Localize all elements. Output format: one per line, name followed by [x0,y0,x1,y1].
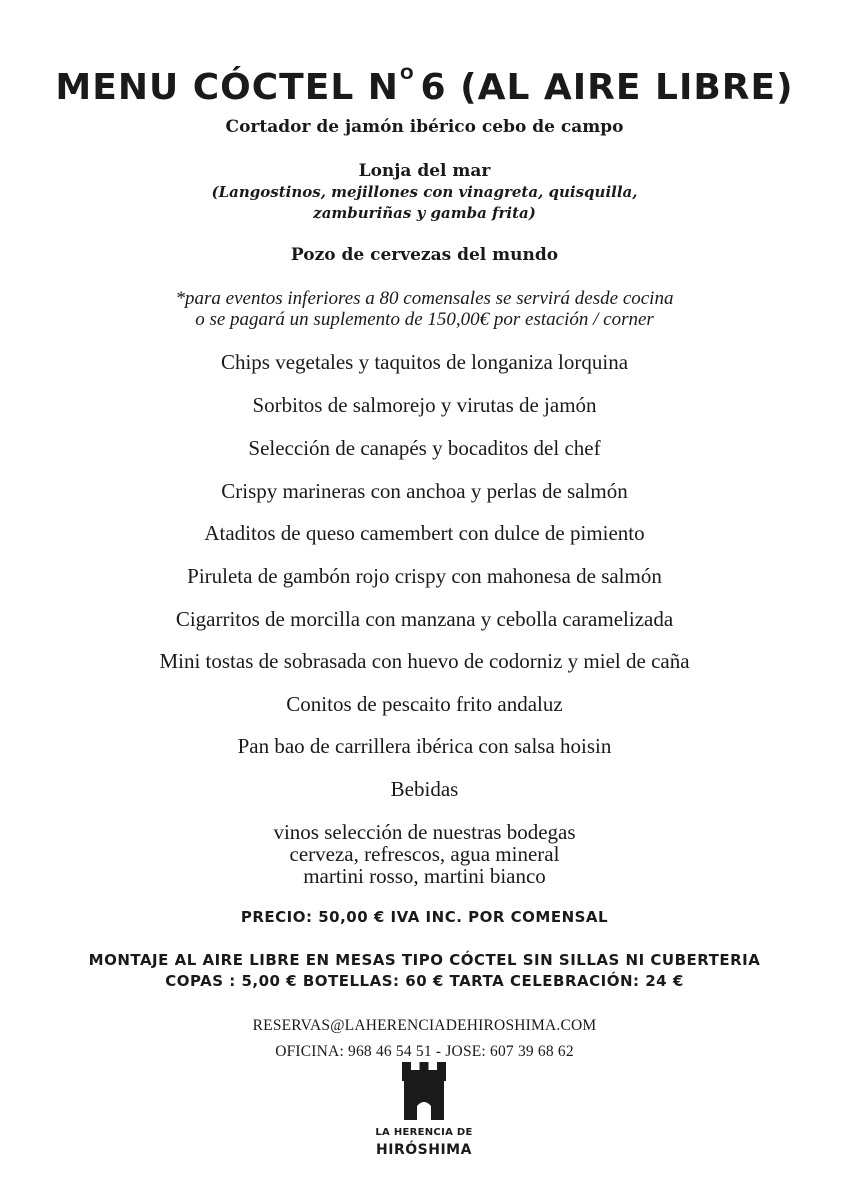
dish-item: Piruleta de gambón rojo crispy con mahonesa de salmón [187,564,662,588]
drinks-heading: Bebidas [390,777,459,801]
title-main: MENU CÓCTEL N [55,67,399,108]
title-rest: 6 (AL AIRE LIBRE) [420,67,794,108]
stations-note-line1: *para eventos inferiores a 80 comensales se servirá desde cocina [175,288,674,309]
dish-item: Pan bao de carrillera ibérica con salsa hoisin [237,734,612,758]
title-number-sup: O [399,64,415,83]
castle-tower-icon [374,1062,474,1122]
setup-line1: MONTAJE AL AIRE LIBRE EN MESAS TIPO CÓCTEL SIN SILLAS NI CUBERTERIA [88,951,761,969]
dish-item: Mini tostas de sobrasada con huevo de codorniz y miel de caña [159,649,690,673]
setup-line2: COPAS : 5,00 € BOTELLAS: 60 € TARTA CELEBRACIÓN: 24 € [165,972,684,990]
brand-logo [374,1062,474,1168]
drink-item: vinos selección de nuestras bodegas [273,820,576,844]
dish-item: Selección de canapés y bocaditos del chef [248,436,601,460]
dish-item: Crispy marineras con anchoa y perlas de salmón [221,479,628,503]
drink-item: martini rosso, martini bianco [303,864,546,888]
logo-line1: LA HERENCIA DE [375,1127,473,1138]
dish-item: Cigarritos de morcilla con manzana y cebolla caramelizada [175,607,674,631]
contact-phones: OFICINA: 968 46 54 51 - JOSE: 607 39 68 62 [275,1043,574,1060]
dish-item: Sorbitos de salmorejo y virutas de jamón [252,393,597,417]
price-line: PRECIO: 50,00 € IVA INC. POR COMENSAL [240,908,609,926]
station-ham-cutter: Cortador de jamón ibérico cebo de campo [225,117,624,137]
station-beer-well: Pozo de cervezas del mundo [290,245,559,265]
station-seafood-desc-line1: (Langostinos, mejillones con vinagreta, quisquilla, [211,183,638,201]
station-seafood-title: Lonja del mar [358,161,491,181]
drink-item: cerveza, refrescos, agua mineral [289,842,560,866]
station-seafood-desc-line2: zamburiñas y gamba frita) [313,204,536,222]
dish-item: Conitos de pescaito frito andaluz [286,692,563,716]
stations-note-line2: o se pagará un suplemento de 150,00€ por estación / corner [195,309,654,330]
contact-email: RESERVAS@LAHERENCIADEHIROSHIMA.COM [252,1017,597,1034]
logo-line2: HIRÓSHIMA [376,1142,472,1158]
dish-item: Ataditos de queso camembert con dulce de pimiento [204,521,645,545]
dish-item: Chips vegetales y taquitos de longaniza lorquina [220,350,629,374]
page-title [0,50,849,112]
